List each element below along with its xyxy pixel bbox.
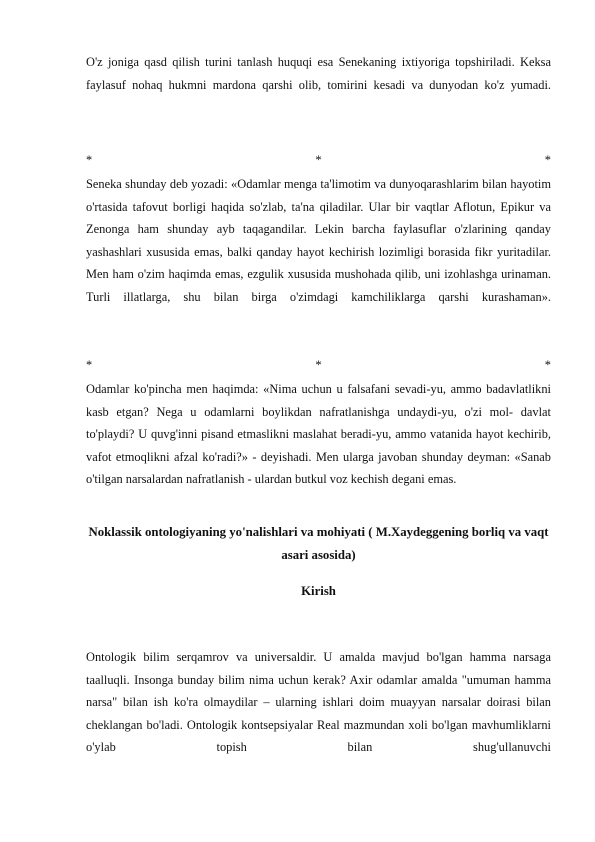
separator-star: * bbox=[315, 357, 322, 372]
paragraph-seneka-quote: Seneka shunday deb yozadi: «Odamlar menga ta'limotim va dunyoqarashlarim bilan hayotim o'rtasida tafovut borligi haqida so'zlab, ta'na qiladilar. Ular bir vaqtlar Aflotun, Epikur va Zenonga ham shunday ayb taqagandilar. Lekin barcha faylasuflar o'zlarining qanday yashashlari xususida emas, balki qanday hayot kechirish lozimligi borasida fikr yuritadilar. Men ham o'zim haqimda emas, ezgulik xususida mushohada qilib, uni izohlashga urinaman. Turli illatlarga, shu bilan birga o'zimdagi kamchiliklarga qarshi kurashaman». bbox=[86, 177, 551, 304]
section-separator-2 bbox=[86, 354, 551, 376]
separator-star: * bbox=[86, 152, 93, 167]
paragraph-seneka-death: O'z joniga qasd qilish turini tanlash huquqi esa Senekaning ixtiyoriga topshiriladi. Keksa faylasuf nohaq hukmni mardona qarshi olib, tomirini kesadi va dunyodan ko'z yumadi. bbox=[86, 55, 551, 92]
section-subheading: Kirish bbox=[301, 584, 336, 598]
section-heading: Noklassik ontologiyaning yo'nalishlari va mohiyati ( M.Xaydeggening borliq va vaqt asari asosida) bbox=[88, 525, 549, 562]
separator-star: * bbox=[86, 357, 93, 372]
separator-star: * bbox=[544, 152, 551, 167]
paragraph-ontology: Ontologik bilim serqamrov va universaldir. U amalda mavjud bo'lgan hamma narsaga taalluqli. Insonga bunday bilim nima uchun kerak? Axir odamlar amalda "umuman hamma narsa" bilan ish ko'ra olmaydilar – ularning ishlari doim muayyan narsalar doirasi bilan cheklangan bo'ladi. Ontologik kontsepsiyalar Real mazmundan xoli bo'lgan mavhumliklarni o'ylab topish bilan shug'ullanuvchi bbox=[86, 650, 551, 755]
separator-star: * bbox=[544, 357, 551, 372]
paragraph-people-ask: Odamlar ko'pincha men haqimda: «Nima uchun u falsafani sevadi-yu, ammo badavlatlikni kasb etgan? Nega u odamlarni boylikdan nafratlanishga undaydi-yu, o'zi mol- davlat to'playdi? U quvg'inni pisand etmaslikni maslahat beradi-yu, ammo vatanida hayot kechirib, vafot etmoqlikni afzal ko'radi?» - deyishadi. Men ularga javoban shunday deyman: «Sanab o'tilgan narsalardan nafratlanish - ulardan butkul voz kechish degani emas. bbox=[86, 382, 551, 487]
section-separator-1 bbox=[86, 149, 551, 171]
separator-star: * bbox=[315, 152, 322, 167]
